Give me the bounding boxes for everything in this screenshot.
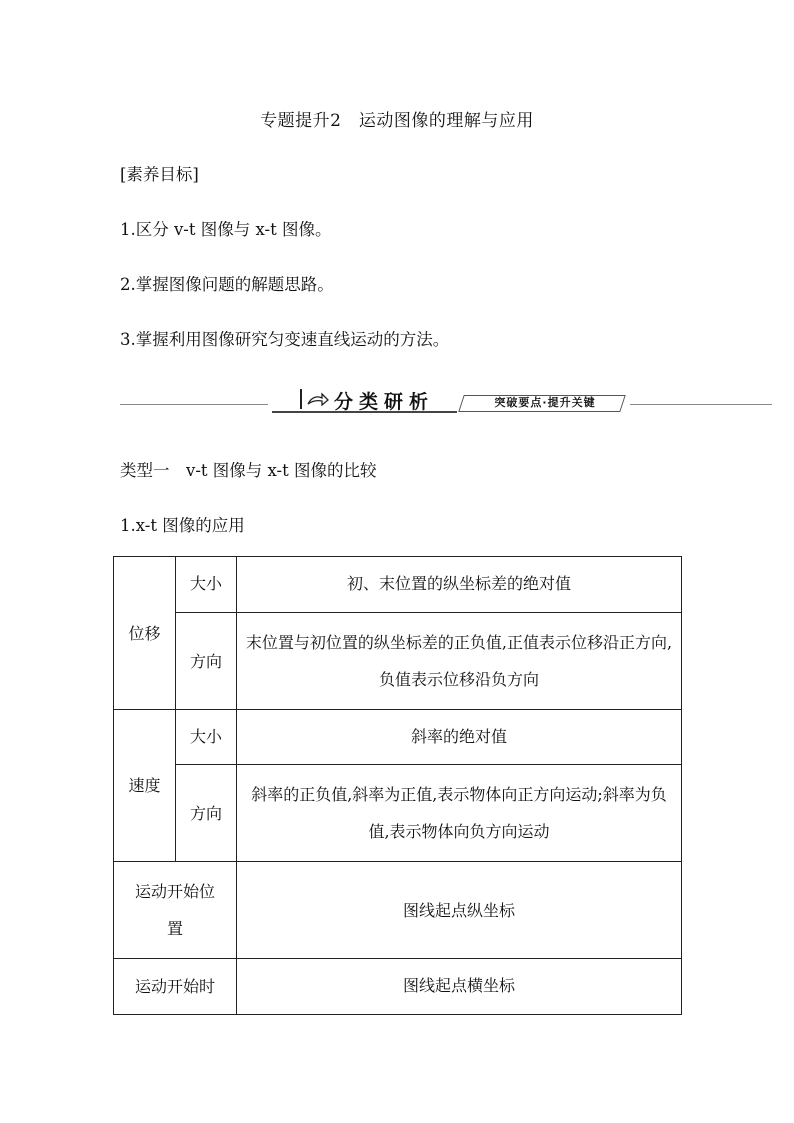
cell-start-position: 图线起点纵坐标 xyxy=(237,862,682,959)
sub-label-size: 大小 xyxy=(176,557,237,613)
goal-item: 3.掌握利用图像研究匀变速直线运动的方法。 xyxy=(120,330,450,349)
cell-displacement-direction: 末位置与初位置的纵坐标差的正负值,正值表示位移沿正方向,负值表示位移沿负方向 xyxy=(237,613,682,710)
type-heading: 类型一 v-t 图像与 x-t 图像的比较 xyxy=(120,461,377,480)
banner-bar xyxy=(300,389,302,409)
row-label-displacement: 位移 xyxy=(114,557,176,710)
arrow-icon xyxy=(306,390,330,408)
cell-start-time: 图线起点横坐标 xyxy=(237,959,682,1015)
sub-label-size: 大小 xyxy=(176,710,237,765)
row-label-start-time: 运动开始时 xyxy=(114,959,237,1015)
banner-title: 分类研析 xyxy=(334,391,435,413)
goal-item: 2.掌握图像问题的解题思路。 xyxy=(120,275,334,294)
row-label-start-position: 运动开始位置 xyxy=(114,862,237,959)
section-banner xyxy=(120,385,772,415)
page-title: 专题提升2 运动图像的理解与应用 xyxy=(260,111,534,131)
sub-label-direction: 方向 xyxy=(176,765,237,862)
row-label-velocity: 速度 xyxy=(114,710,176,862)
cell-velocity-size: 斜率的绝对值 xyxy=(237,710,682,765)
banner-main xyxy=(272,385,457,413)
banner-tag: 突破要点·提升关键 xyxy=(494,396,596,409)
sub-label-direction: 方向 xyxy=(176,613,237,710)
cell-velocity-direction: 斜率的正负值,斜率为正值,表示物体向正方向运动;斜率为负值,表示物体向负方向运动 xyxy=(237,765,682,862)
banner-rule-right xyxy=(630,404,772,405)
banner-rule-left xyxy=(120,404,268,405)
subheading: 1.x-t 图像的应用 xyxy=(120,516,245,535)
cell-displacement-size: 初、末位置的纵坐标差的绝对值 xyxy=(237,557,682,613)
goal-item: 1.区分 v-t 图像与 x-t 图像。 xyxy=(120,220,332,239)
xt-application-table xyxy=(113,556,682,1015)
goal-heading: [素养目标] xyxy=(120,165,199,184)
